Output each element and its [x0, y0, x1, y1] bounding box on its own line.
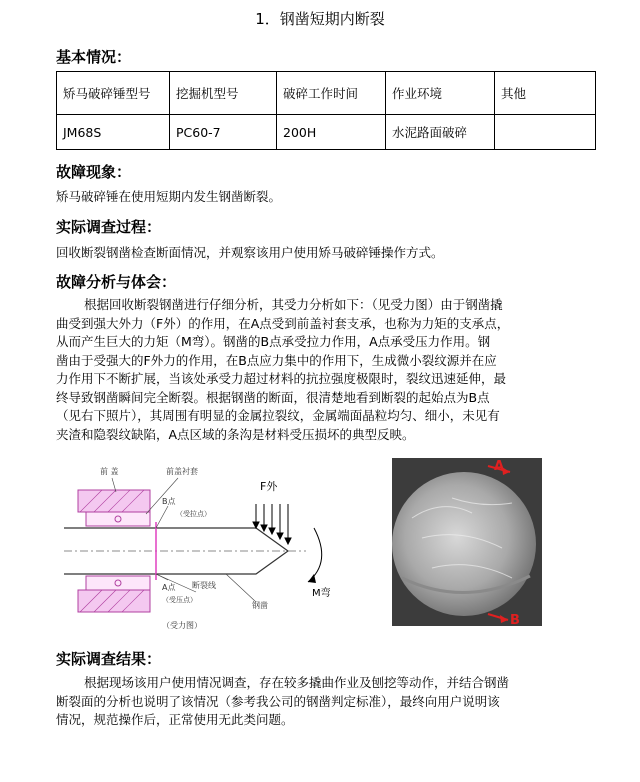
value-work-time: 200H	[277, 115, 386, 150]
photo-label-b: B	[510, 613, 520, 626]
result-line: 根据现场该用户使用情况调查，存在较多撬曲作业及刨挖等动作，并结合钢凿	[84, 675, 510, 690]
header-other: 其他	[495, 72, 596, 115]
bushing-lower	[86, 576, 150, 590]
value-other	[495, 115, 596, 150]
analysis-line: 从而产生巨大的力矩（M弯）。钢凿的B点承受拉力作用，A点承受压力作用。钢	[56, 334, 491, 349]
front-cover-lower	[78, 590, 150, 612]
page-title: 1．钢凿短期内断裂	[255, 10, 385, 28]
analysis-line: （见右下照片），其周围有明显的金属拉裂纹，金属端面晶粒均匀、细小，未见有	[56, 408, 500, 423]
analysis-line: 力作用下不断扩展，当该处承受力超过材料的抗拉强度极限时，裂纹迅速延伸，最	[56, 371, 507, 386]
result-line: 断裂面的分析也说明了该情况（参考我公司的钢凿判定标准），最终向用户说明该	[56, 693, 500, 709]
header-excavator-model: 挖掘机型号	[170, 72, 277, 115]
analysis-line: 曲受到强大外力（F外）的作用，在A点受到前盖衬套支承，也称为力矩的支承点，	[56, 315, 510, 331]
label-moment: M弯	[312, 588, 331, 599]
analysis-paragraph	[56, 296, 572, 444]
process-heading: 实际调查过程：	[56, 218, 162, 236]
fracture-surface	[392, 472, 536, 616]
force-diagram	[56, 462, 356, 642]
diagram-caption: （受力图）	[162, 621, 202, 630]
label-bushing: 前盖衬套	[166, 467, 198, 476]
label-chisel: 钢凿	[252, 601, 268, 610]
fracture-photo	[392, 458, 542, 626]
symptom-text: 矫马破碎锤在使用短期内发生钢凿断裂。	[56, 189, 282, 204]
header-work-time: 破碎工作时间	[277, 72, 386, 115]
header-environment: 作业环境	[386, 72, 495, 115]
analysis-line: 根据回收断裂钢凿进行仔细分析，其受力分析如下：（见受力图）由于钢凿撬	[84, 297, 503, 312]
photo-label-a: A	[494, 459, 505, 474]
result-heading: 实际调查结果：	[56, 650, 162, 668]
analysis-line: 凿由于受强大的F外力的作用，在B点应力集中的作用下，生成微小裂纹源并在应	[56, 352, 497, 368]
label-point-b: B点	[162, 497, 176, 506]
label-front-cover: 前 盖	[100, 467, 119, 476]
symptom-heading: 故障现象：	[56, 163, 132, 181]
label-fracture-line: 断裂线	[192, 581, 216, 590]
value-breaker-model: JM68S	[57, 115, 170, 150]
basic-heading: 基本情况：	[56, 48, 132, 66]
value-excavator-model: PC60-7	[170, 115, 277, 150]
bushing-upper	[86, 512, 150, 526]
value-environment: 水泥路面破碎	[386, 115, 495, 150]
analysis-line: 夹渣和隐裂纹缺陷，A点区域的条沟是材料受压损坏的典型反映。	[56, 426, 415, 442]
label-point-b-note: （受拉点）	[176, 510, 211, 518]
moment-arc	[308, 528, 322, 582]
result-line: 情况，规范操作后，正常使用无此类问题。	[56, 712, 294, 727]
process-text: 回收断裂钢凿检查断面情况，并观察该用户使用矫马破碎锤操作方式。	[56, 245, 444, 260]
header-breaker-model: 矫马破碎锤型号	[57, 72, 170, 115]
label-point-a: A点	[162, 583, 176, 592]
analysis-line: 终导致钢凿瞬间完全断裂。根据钢凿的断面，很清楚地看到断裂的起始点为B点	[56, 389, 490, 405]
front-cover-upper	[78, 490, 150, 512]
label-point-a-note: （受压点）	[162, 596, 197, 604]
result-paragraph	[56, 674, 572, 730]
analysis-heading: 故障分析与体会：	[56, 273, 177, 291]
label-force: F外	[260, 480, 278, 493]
basic-info-table	[56, 71, 596, 150]
